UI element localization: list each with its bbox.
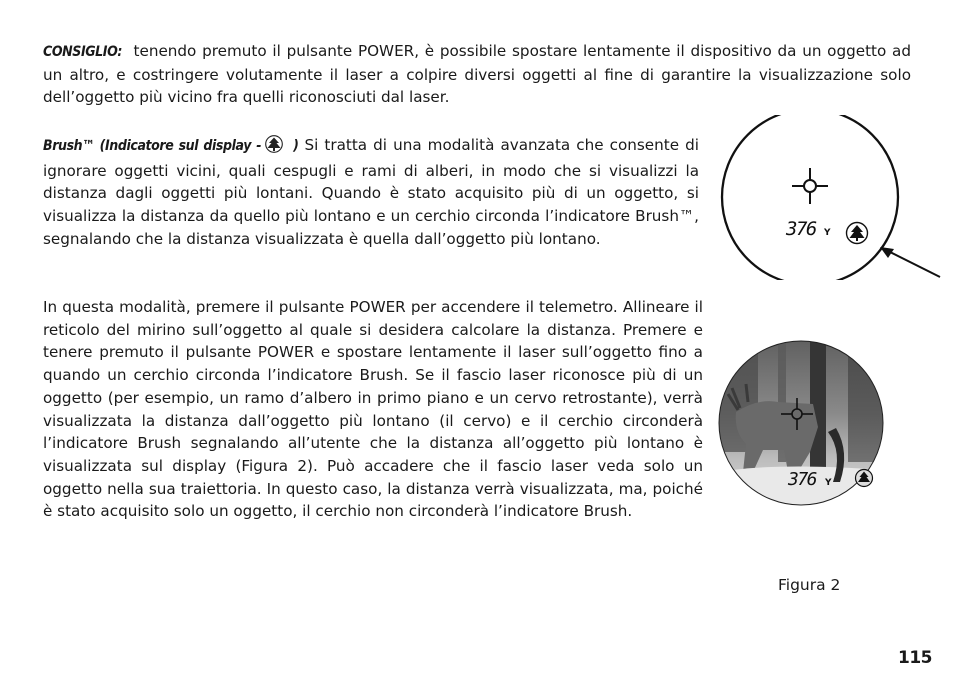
tip-label: CONSIGLIO: bbox=[43, 44, 123, 60]
photo-unit: Y bbox=[825, 478, 832, 488]
brush-text: Si tratta di una modalità avanzata che consente di ignorare oggetti vicini, quali cespugli e rami di alberi, in modo che si visualizzi la distanza dagli oggetti più lontani. Quando è stato acquisito più di un oggetto, si visualizza la distanza da quello più lontano e un cerchio circonda l’indicatore Brush™, segnalando che la distanza visualizzata è quella dall’oggetto più lontano. bbox=[43, 136, 699, 248]
brush-paragraph bbox=[43, 134, 699, 251]
tree-icon bbox=[856, 470, 873, 487]
tip-text: tenendo premuto il pulsante POWER, è possibile spostare lentamente il dispositivo da un oggetto ad un altro, e costringere volutamente il laser a colpire diversi oggetti al fine di garantire la visualizzazione solo dell’oggetto più vicino fra quelli riconosciuti dal laser. bbox=[43, 42, 911, 107]
photo-figure bbox=[718, 332, 884, 514]
tree-icon bbox=[263, 135, 285, 160]
pointer-arrow-icon bbox=[880, 247, 940, 277]
brush-heading-end: ) bbox=[293, 138, 299, 154]
display-distance: 376 bbox=[786, 218, 816, 240]
display-figure bbox=[718, 115, 948, 280]
page-number: 115 bbox=[898, 648, 932, 668]
photo-distance: 376 bbox=[788, 469, 817, 490]
tree-icon bbox=[847, 223, 868, 244]
brush-heading-start: Brush™ (Indicatore sul display - bbox=[43, 138, 262, 154]
figure-caption: Figura 2 bbox=[778, 576, 841, 594]
tip-paragraph bbox=[43, 40, 911, 109]
mode-paragraph: In questa modalità, premere il pulsante POWER per accendere il telemetro. Allineare il reticolo del mirino sull’oggetto al quale si desidera calcolare la distanza. Premere e tenere premuto il pulsante POWER e spostare lentamente il laser sull’oggetto fino a quando un cerchio circonda l’indicatore Brush. Se il fascio laser riconosce più di un oggetto (per esempio, un ramo d’albero in primo piano e un cervo retrostante), verrà visualizzata la distanza dall’oggetto più lontano (il cervo) e il cerchio circonderà l’indicatore Brush segnalando all’utente che la distanza all’oggetto più lontano è visualizzata sul display (Figura 2). Può accadere che il fascio laser veda solo un oggetto nella sua traiettoria. In questo caso, la distanza verrà visualizzata, ma, poiché è stato acquisito solo un oggetto, il cerchio non circonderà l’indicatore Brush. bbox=[43, 298, 703, 521]
display-unit: Y bbox=[824, 228, 831, 238]
